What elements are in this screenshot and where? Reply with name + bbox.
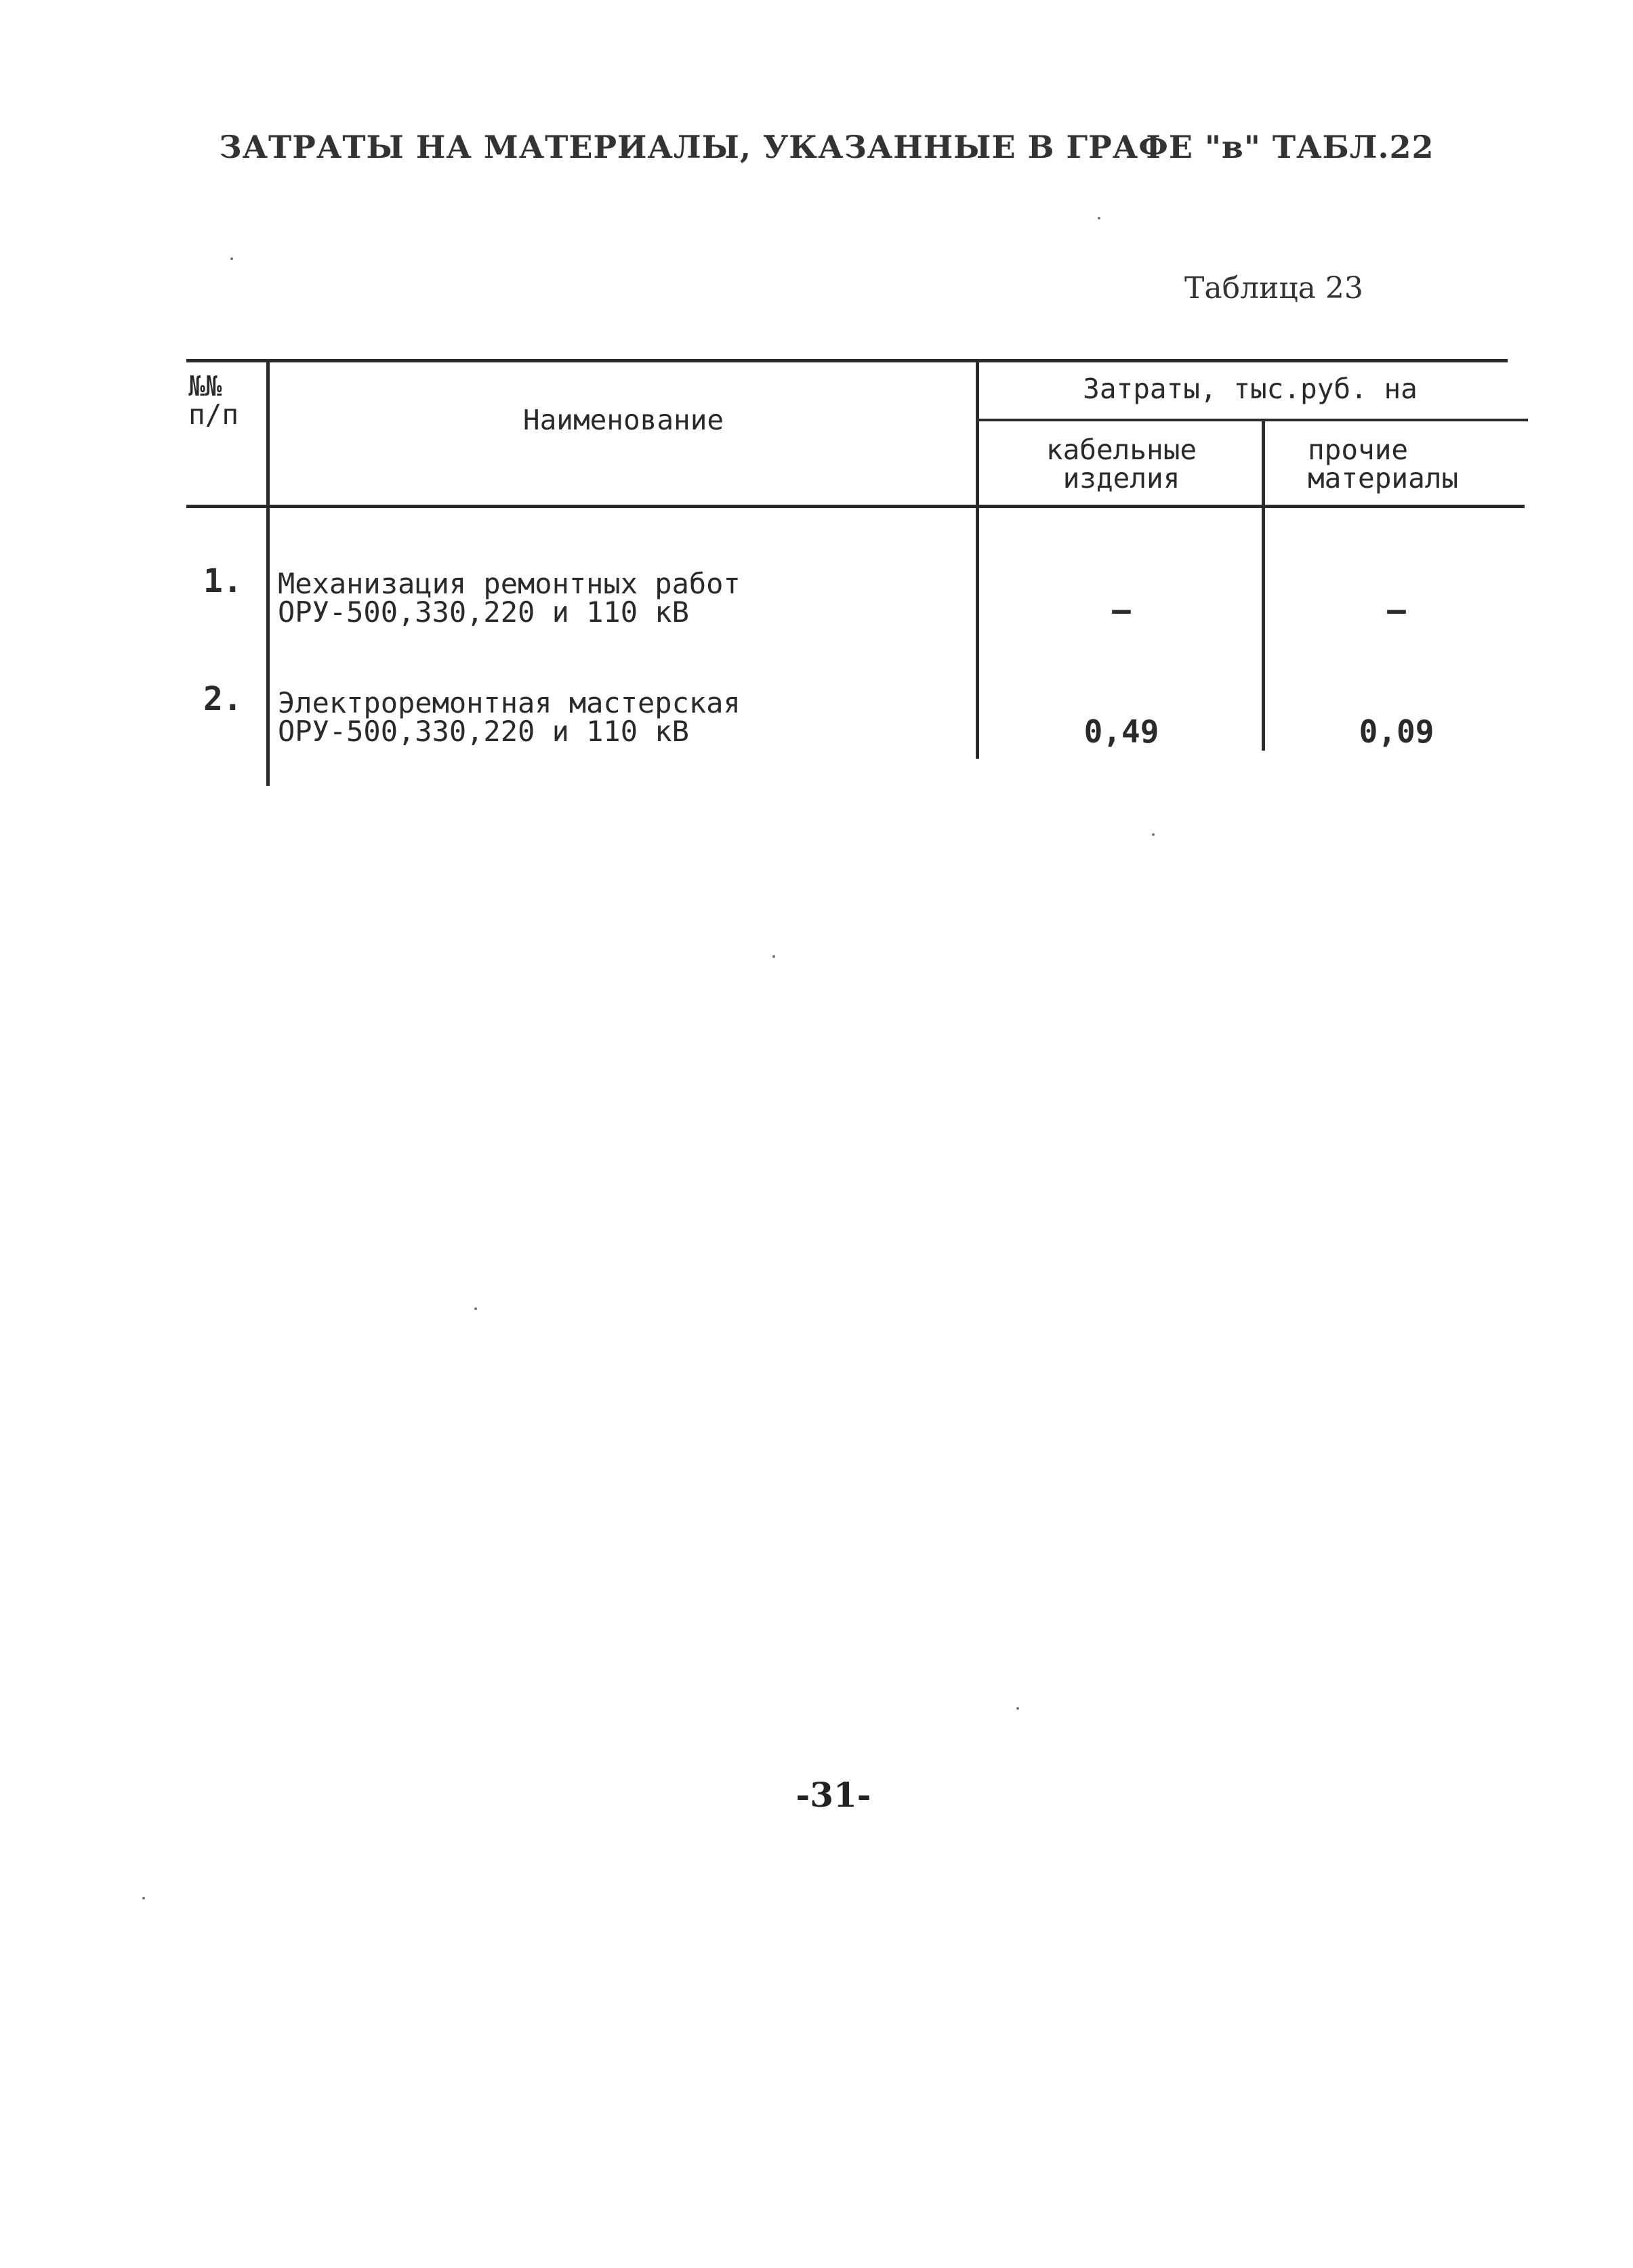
header-bottom-rule xyxy=(186,505,1525,508)
header-cable-line2: изделия xyxy=(1062,462,1180,495)
table-top-rule xyxy=(186,359,1508,362)
row-name-line1: Электроремонтная мастерская xyxy=(278,686,741,719)
scan-speck xyxy=(772,955,775,958)
row-name-line2: ОРУ-500,330,220 и 110 кВ xyxy=(278,715,689,748)
header-num-line1: №№ xyxy=(188,370,222,402)
row-cable-value: – xyxy=(1112,591,1131,628)
scan-speck xyxy=(230,257,233,260)
scan-speck xyxy=(474,1307,477,1310)
scan-speck xyxy=(1152,833,1155,836)
row-number: 1. xyxy=(203,562,243,600)
row-other-value: – xyxy=(1387,591,1406,628)
header-other-line1: прочие xyxy=(1308,434,1409,466)
header-num-line2: п/п xyxy=(188,398,239,431)
row-name-line1: Механизация ремонтных работ xyxy=(278,567,741,600)
page-number: -31- xyxy=(795,1775,871,1815)
header-other-line2: материалы xyxy=(1308,462,1459,495)
header-name: Наименование xyxy=(522,404,724,436)
row-other-value: 0,09 xyxy=(1359,713,1434,750)
row-name-line2: ОРУ-500,330,220 и 110 кВ xyxy=(278,595,689,629)
row-cable-value: 0,49 xyxy=(1083,713,1159,750)
scan-speck xyxy=(1016,1707,1019,1710)
row-number: 2. xyxy=(203,680,243,718)
col-divider-name-costs xyxy=(976,360,979,759)
document-title: ЗАТРАТЫ НА МАТЕРИАЛЫ, УКАЗАННЫЕ В ГРАФЕ "в" ТАБЛ.22 xyxy=(219,129,1434,165)
col-divider-num-name xyxy=(266,360,270,786)
table-number: Таблица 23 xyxy=(1184,271,1363,306)
scan-speck xyxy=(142,1897,145,1899)
costs-subheader-rule xyxy=(979,419,1528,421)
header-cable-line1: кабельные xyxy=(1046,434,1197,466)
scan-speck xyxy=(1098,217,1100,219)
header-costs-group: Затраты, тыс.руб. на xyxy=(1083,373,1418,405)
